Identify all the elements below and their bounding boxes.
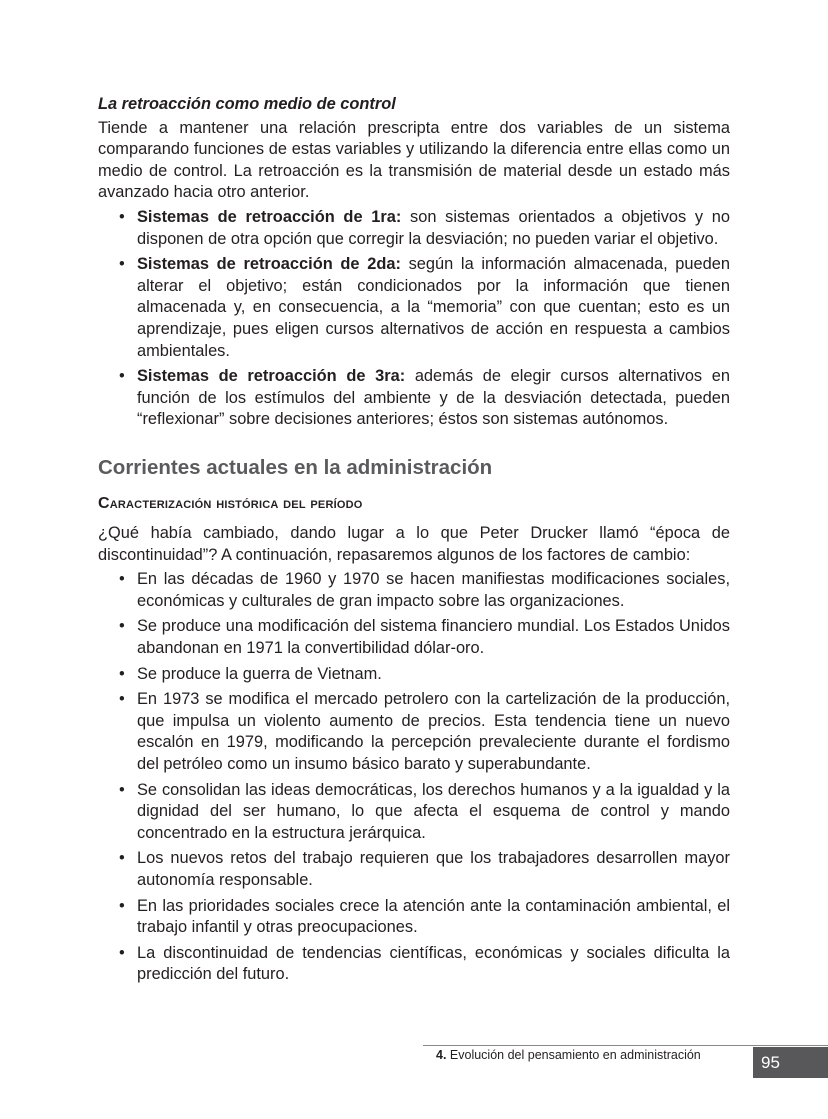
- bold-term: Sistemas de retroacción de 1ra:: [137, 207, 402, 226]
- bullet-icon: •: [119, 255, 125, 274]
- bullet-icon: •: [119, 780, 125, 799]
- item-text: son sistemas orientados a objetivos y no disponen de otra opción que corregir la desviación; no pueden variar el objetivo.: [137, 207, 730, 248]
- chapter-number: 4.: [436, 1048, 447, 1062]
- bullet-icon: •: [119, 207, 125, 226]
- chapter-title: Evolución del pensamiento en administración: [446, 1048, 701, 1062]
- page-content: [98, 94, 730, 990]
- bold-term: Sistemas de retroacción de 2da:: [137, 255, 401, 274]
- item-text: Se consolidan las ideas democráticas, los derechos humanos y a la igualdad y la dignidad del ser humano, lo que afecta el esquema de control y mando concentrado en la estructura jerárquica.: [137, 780, 730, 842]
- list-item: [98, 780, 730, 845]
- item-text: Se produce una modificación del sistema financiero mundial. Los Estados Unidos abandonan en 1971 la convertibilidad dólar-oro.: [137, 617, 730, 658]
- list-item: [98, 943, 730, 986]
- item-text: Los nuevos retos del trabajo requieren que los trabajadores desarrollen mayor autonomía responsable.: [137, 849, 730, 889]
- list-item: [98, 366, 730, 431]
- bullet-icon: •: [119, 943, 125, 962]
- bullet-icon: •: [119, 664, 125, 683]
- section-heading-corrientes: Corrientes actuales en la administración: [98, 455, 493, 479]
- bullet-icon: •: [119, 896, 125, 915]
- running-footer: [436, 1048, 701, 1062]
- item-text: Se produce la guerra de Vietnam.: [137, 664, 382, 683]
- paragraph: Tiende a mantener una relación prescripta entre dos variables de un sistema comparando funciones de estas variables y utilizando la diferencia entre ellas como un medio de control. La retroacción es la transmisión de material desde un estado más avanzado hacia otro anterior.: [98, 118, 730, 202]
- item-text: La discontinuidad de tendencias científicas, económicas y sociales dificulta la predicción del futuro.: [137, 943, 730, 984]
- list-item: [98, 664, 730, 686]
- page-number: 95: [753, 1047, 828, 1078]
- list-item: [98, 896, 730, 939]
- bullet-icon: •: [119, 690, 125, 709]
- list-item: [98, 569, 730, 612]
- list-item: [98, 254, 730, 362]
- bullet-list-factores: [98, 569, 730, 986]
- list-item: [98, 689, 730, 775]
- bullet-icon: •: [119, 570, 125, 589]
- item-text: En las prioridades sociales crece la atención ante la contaminación ambiental, el trabajo infantil y otras preocupaciones.: [137, 896, 730, 937]
- item-text: además de elegir cursos alternativos en función de los estímulos del ambiente y de la desviación detectada, pueden “reflexionar” sobre decisiones anteriores; éstos son sistemas autónomos.: [137, 367, 731, 429]
- list-item: [98, 616, 730, 659]
- bullet-icon: •: [119, 849, 125, 868]
- list-item: [98, 848, 730, 891]
- item-text: En 1973 se modifica el mercado petrolero con la cartelización de la producción, que impulsa un violento aumento de precios. Esta tendencia tiene un nuevo escalón en 1979, modificando la percepción prevaleciente durante el fordismo del petróleo como un insumo básico barato y superabundante.: [137, 690, 730, 774]
- subsection-heading: Caracterización histórica del período: [98, 494, 363, 512]
- paragraph: ¿Qué había cambiado, dando lugar a lo que Peter Drucker llamó “época de discontinuidad”? A continuación, repasaremos algunos de los factores de cambio:: [98, 524, 730, 564]
- item-text: En las décadas de 1960 y 1970 se hacen manifiestas modificaciones sociales, económicas y culturales de gran impacto sobre las organizaciones.: [137, 570, 730, 610]
- list-item: [98, 207, 730, 250]
- section-heading-retroaccion: La retroacción como medio de control: [98, 95, 396, 113]
- bullet-icon: •: [119, 617, 125, 636]
- item-text: según la información almacenada, pueden alterar el objetivo; están condicionados por la información que tienen almacenada y, en consecuencia, a la “memoria” con que cuentan; esto es un aprendizaje, pues eligen cursos alternativos de acción en respuesta a cambios ambientales.: [137, 255, 730, 360]
- bullet-list-retroaccion: [98, 207, 730, 431]
- bold-term: Sistemas de retroacción de 3ra:: [137, 367, 406, 386]
- bullet-icon: •: [119, 367, 125, 386]
- footer-divider: [423, 1045, 828, 1046]
